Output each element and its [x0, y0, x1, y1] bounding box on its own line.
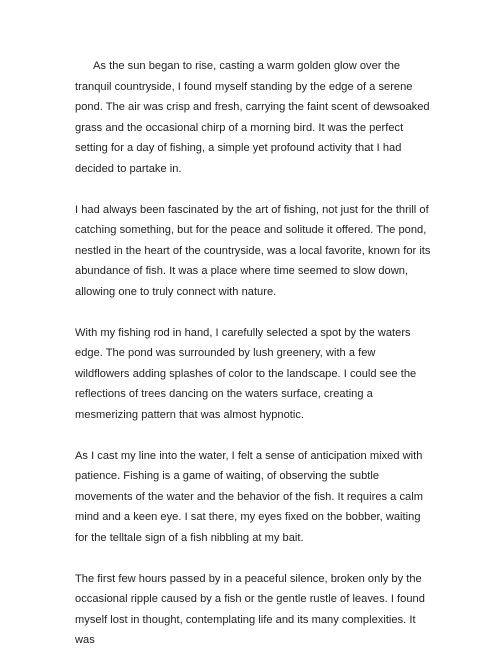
paragraph-2: I had always been fascinated by the art of fishing, not just for the thrill of catching something, but for the peace and solitude it offered. The pond, nestled in the heart of the countryside, was a local favorite, known for its abundance of fish. It was a place where time seemed to slow down, allowing one to truly connect with nature. — [75, 203, 431, 298]
paragraph-5: The first few hours passed by in a peaceful silence, broken only by the occasional ripple caused by a fish or the gentle rustle of leaves. I found myself lost in thought, contemplating life and its many complexities. It was — [75, 572, 425, 646]
paragraph-3: With my fishing rod in hand, I carefully selected a spot by the waters edge. The pond was surrounded by lush greenery, with a few wildflowers adding splashes of color to the landscape. I could see the reflections of trees dancing on the waters surface, creating a mesmerizing pattern that was almost hypnotic. — [75, 326, 417, 421]
document-body — [75, 56, 433, 651]
paragraph-1: As the sun began to rise, casting a warm golden glow over the tranquil countryside, I found myself standing by the edge of a serene pond. The air was crisp and fresh, carrying the faint scent of dewsoaked grass and the occasional chirp of a morning bird. It was the perfect setting for a day of fishing, a simple yet profound activity that I had decided to partake in. — [75, 60, 430, 175]
paragraph-4: As I cast my line into the water, I felt a sense of anticipation mixed with patience. Fishing is a game of waiting, of observing the subtle movements of the water and the behavior of the fish. It requires a calm mind and a keen eye. I sat there, my eyes fixed on the bobber, waiting for the telltale sign of a fish nibbling at my bait. — [75, 449, 423, 544]
